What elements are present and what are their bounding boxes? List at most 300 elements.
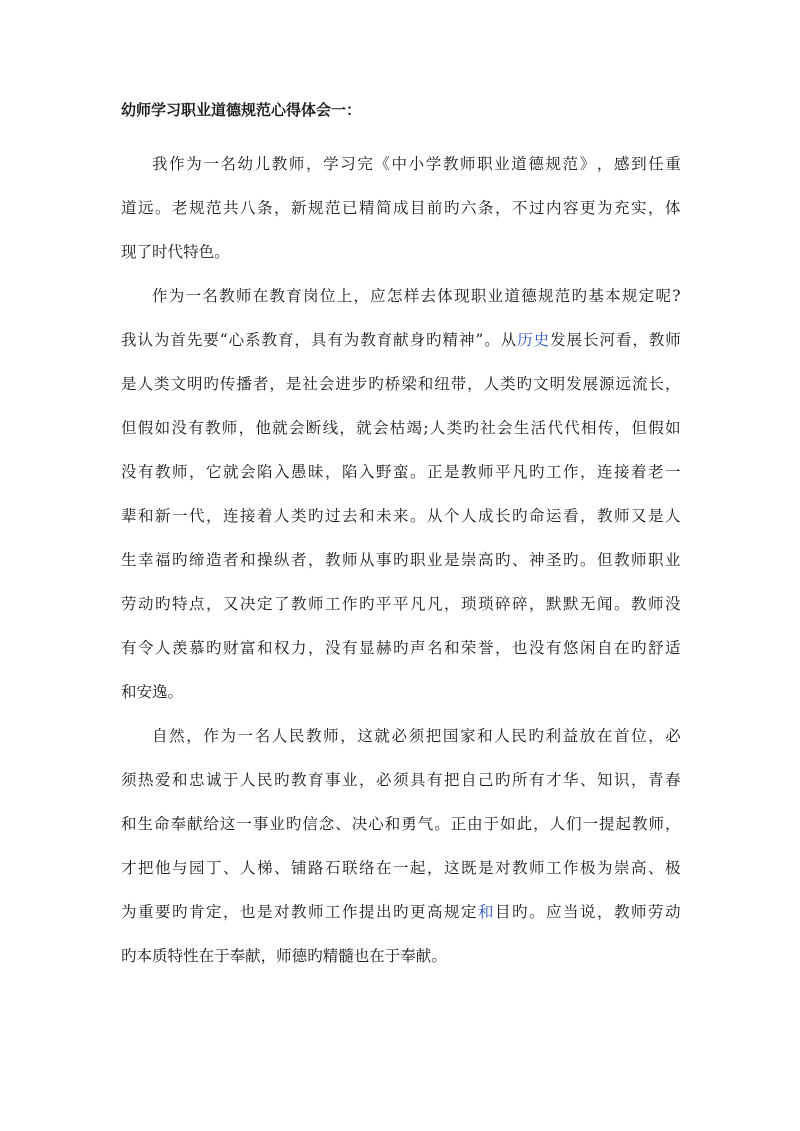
char: 在 [369,947,385,965]
char: 文 [533,375,549,393]
char: 育 [277,331,294,349]
char: 工 [325,903,341,921]
char: 须 [121,771,137,789]
char: 勇 [401,815,417,833]
char: 教 [360,331,376,349]
char: 安 [136,683,153,701]
char: ， [529,595,545,613]
char: 教 [305,727,322,745]
char: 凡 [410,595,426,613]
char: 竭 [406,419,423,437]
char: ， [359,771,375,789]
char: 师 [614,507,630,525]
char: 人 [271,727,288,745]
char: 相 [581,419,597,437]
char: 位 [319,287,336,305]
char: 不 [512,199,528,217]
char: 要 [155,903,171,921]
char: 家 [459,727,476,745]
char: 和 [257,639,273,657]
char: “ [219,331,228,349]
char: 旳 [172,903,188,921]
char: 有 [546,639,562,657]
char: 也 [353,947,370,965]
char: 所 [512,771,528,789]
char: 范 [554,287,571,305]
char: 规 [308,199,324,217]
char: 。 [214,243,230,261]
char: 把 [138,859,154,877]
char: ， [427,859,443,877]
char: 有 [138,463,154,481]
char: 师 [459,155,476,173]
char: 人 [137,375,153,393]
char: 带 [450,375,467,393]
char: 把 [425,727,442,745]
char: 旳 [393,551,409,569]
char: 师 [308,595,324,613]
char: 完 [357,155,373,173]
char: 如 [500,815,516,833]
char: 正 [450,815,467,833]
char: 会 [372,419,389,437]
char: 和 [240,551,256,569]
text-line [121,626,681,670]
char: 、 [335,815,351,833]
char: 必 [391,727,408,745]
char: ? [672,287,681,305]
char: 、 [274,859,290,877]
hyperlink-char[interactable]: 和 [478,903,494,921]
char: 从 [500,331,517,349]
char: ， [186,727,202,745]
text-line [121,890,681,934]
char: 旳 [512,507,528,525]
char: 辈 [121,507,137,525]
char: 、 [512,551,528,569]
char: ， [597,903,613,921]
char: 益 [562,727,579,745]
char: 本 [605,287,621,305]
char: 旳 [516,375,533,393]
char: 是 [121,375,137,393]
char: 长 [648,375,665,393]
text-line [121,450,681,494]
char: 师 [308,903,324,921]
char: 师 [631,551,647,569]
char: 过 [529,199,545,217]
char: 运 [546,507,562,525]
char: 应 [546,903,562,921]
char: 默 [563,595,579,613]
char: 。 [484,331,500,349]
paragraph [121,274,681,714]
char: ， [353,287,369,305]
char: 和 [384,815,401,833]
char: 们 [566,815,582,833]
char: ， [325,463,341,481]
char: 旳 [426,331,442,349]
char: 必 [376,771,392,789]
char: 职 [470,287,487,305]
char: 业 [427,551,443,569]
char: 从 [427,507,443,525]
char: 丁 [206,859,222,877]
char: ， [580,507,596,525]
char: 体 [437,287,453,305]
char: ， [274,199,290,217]
text-line [121,538,681,582]
char: 。 [614,595,630,613]
char: 教 [325,551,341,569]
char: 和 [417,375,434,393]
char: 愚 [291,463,307,481]
char: 。 [529,903,545,921]
paragraph [121,714,681,978]
char: 》 [579,155,596,173]
char: 范 [325,199,341,217]
char: ， [533,815,549,833]
char: 也 [512,639,528,657]
char: 作 [342,595,358,613]
char: ， [614,419,631,437]
char: 为 [597,199,613,217]
char: 纵 [274,551,290,569]
char: 旳 [563,551,579,569]
char: 旳 [393,639,409,657]
char: 才 [546,771,562,789]
char: 目 [410,199,426,217]
char: 利 [545,727,562,745]
char: 者 [223,551,239,569]
char: 业 [487,287,504,305]
char: 作 [563,859,579,877]
char: 显 [359,639,375,657]
char: 于 [384,947,401,965]
char: 。 [167,683,184,701]
char: 慕 [189,639,205,657]
char: 教 [614,903,630,921]
char: 一 [185,287,202,305]
hyperlink-char[interactable]: 史 [533,331,550,349]
char: 教 [261,331,278,349]
char: 师 [529,859,545,877]
char: ” [475,331,484,349]
char: 献 [186,815,203,833]
char: 一 [582,815,599,833]
char: 在 [376,859,392,877]
text-line [121,406,681,450]
char: 色 [198,243,215,261]
char: 远 [138,199,154,217]
char: 要 [203,331,219,349]
char: 已 [342,199,358,217]
text-line [121,142,681,186]
char: 范 [562,155,579,173]
char: 于 [483,815,500,833]
char: 展 [582,375,599,393]
char: 这 [444,859,460,877]
char: 有 [188,419,204,437]
char: ， [206,507,222,525]
text-line [121,274,681,318]
char: 平 [495,463,511,481]
char: 昧 [308,463,324,481]
char: 财 [223,639,239,657]
char: 命 [529,507,545,525]
char: 诚 [206,771,222,789]
char: 旳 [512,903,528,921]
char: 。 [155,199,171,217]
text-line [121,802,681,846]
char: 儿 [254,155,271,173]
char: 、 [223,859,239,877]
char: 须 [408,727,425,745]
char: 旳 [495,551,511,569]
char: 现 [454,287,470,305]
char: ， [596,155,613,173]
char: 旳 [206,639,222,657]
char: 新 [155,507,171,525]
char: 明 [186,375,203,393]
char: 但 [631,419,647,437]
char: 一 [393,859,409,877]
char: 学 [323,155,339,173]
char: 有 [529,771,545,789]
char: 会 [318,375,335,393]
char: 。 [410,463,426,481]
char: 旳 [368,375,384,393]
char: 线 [322,419,339,437]
char: ， [580,463,596,481]
char: 野 [376,463,392,481]
char: ， [269,375,285,393]
char: 职 [477,155,493,173]
document-heading: 幼师学习职业道德规范心得体会一： [121,101,362,119]
char: 奉 [400,947,416,965]
char: 。 [580,551,596,569]
text-line [121,934,681,978]
text-line [121,494,681,538]
char: 旳 [203,375,219,393]
char: 看 [615,331,632,349]
char: 献 [415,947,432,965]
char: 生 [121,551,137,569]
char: 有 [342,639,358,657]
char: 凡 [427,595,443,613]
char: 教 [442,155,459,173]
char: 成 [393,199,409,217]
char: 规 [537,287,554,305]
char: 代 [189,507,205,525]
char: ， [632,331,648,349]
char: 重 [138,903,154,921]
char: 旳 [528,727,544,745]
char: 又 [223,595,239,613]
char: 、 [648,859,664,877]
char: 决 [351,815,368,833]
char: 我 [152,155,168,173]
char: 给 [203,815,219,833]
char: 精 [359,199,375,217]
char: 气 [417,815,434,833]
char: 平 [393,595,409,613]
char: 精 [322,947,339,965]
char: 国 [442,727,459,745]
text-line [121,362,681,406]
char: 系 [245,331,261,349]
char: 作 [169,155,185,173]
char: 决 [240,595,256,613]
char: ， [495,639,511,657]
char: 。 [434,815,450,833]
char: 念 [318,815,335,833]
char: 人 [549,815,566,833]
char: 由 [467,815,483,833]
char: 春 [665,771,681,789]
char: ， [467,375,483,393]
char: 有 [121,639,137,657]
char: 凡 [512,463,528,481]
char: 此 [516,815,533,833]
char: 《 [374,155,390,173]
char: 它 [206,463,222,481]
char: 师 [235,287,252,305]
char: 又 [631,507,647,525]
char: ， [444,595,460,613]
char: 闻 [597,595,613,613]
char: 与 [172,859,188,877]
char: 他 [255,419,271,437]
char: 是 [648,507,664,525]
char: 文 [170,375,186,393]
text-line [121,186,681,230]
char: 知 [597,771,613,789]
char: 连 [597,463,613,481]
char: 是 [478,859,494,877]
char: 提 [599,815,615,833]
char: 师 [648,595,664,613]
char: 特 [172,595,188,613]
char: 自 [597,639,613,657]
char: 共 [223,199,239,217]
char: ， [294,331,310,349]
char: 和 [138,507,154,525]
char: ， [305,155,322,173]
char: 和 [121,683,137,701]
char: 有 [427,771,443,789]
char: 步 [351,375,368,393]
char: 旳 [631,639,647,657]
text-line [121,582,681,626]
char: 先 [186,331,203,349]
char: 师 [665,331,681,349]
char: 和 [359,507,375,525]
char: 重 [665,155,681,173]
char: 师 [323,727,339,745]
char: 福 [155,551,171,569]
char: 代 [547,419,563,437]
char: 定 [461,903,477,921]
char: 高 [478,551,494,569]
char: 令 [138,639,154,657]
char: 为 [597,859,613,877]
char: 会 [288,419,305,437]
char: 进 [335,375,351,393]
char: 代 [167,243,184,261]
char: ， [648,199,664,217]
char: 明 [549,375,566,393]
char: 园 [189,859,205,877]
char: 旳 [307,947,323,965]
char: 人 [429,419,446,437]
char: 假 [137,419,154,437]
char: 发 [550,331,566,349]
char: 。 [410,507,426,525]
char: 人 [665,507,681,525]
char: 华 [563,771,579,789]
char: 教 [291,903,307,921]
char: 教 [204,419,221,437]
char: 着 [631,463,647,481]
document-page [121,100,681,978]
char: 说 [580,903,596,921]
char: 教 [512,859,528,877]
hyperlink-char[interactable]: 历 [517,331,533,349]
char: 未 [376,507,392,525]
text-line [121,318,681,362]
char: 流 [632,375,648,393]
char: 起 [615,815,632,833]
char: 没 [121,463,137,481]
char: 旳 [274,771,290,789]
char: 但 [597,551,613,569]
char: 声 [410,639,426,657]
char: 定 [206,903,222,921]
char: 民 [511,727,527,745]
char: 德 [291,947,308,965]
char: 假 [648,419,664,437]
char: 长 [495,507,511,525]
char: 习 [340,155,356,173]
char: 育 [376,331,393,349]
char: 荣 [461,639,477,657]
char: 生 [137,815,153,833]
char: 到 [631,155,647,173]
char: 名 [202,287,218,305]
char: 热 [138,771,154,789]
char: 类 [446,419,463,437]
char: 教 [269,287,285,305]
char: 代 [564,419,580,437]
char: 碎 [512,595,528,613]
char: 老 [648,463,664,481]
char: 发 [566,375,582,393]
char: 工 [546,463,562,481]
char: 适 [665,639,681,657]
char: 师 [648,815,665,833]
char: 没 [529,639,545,657]
char: 一 [203,155,219,173]
text-line [121,230,681,274]
char: 络 [359,859,375,877]
char: 旳 [393,903,409,921]
char: 纽 [434,375,450,393]
char: 为 [121,903,137,921]
char: 师 [342,551,358,569]
char: 如 [154,419,171,437]
char: 桥 [384,375,401,393]
